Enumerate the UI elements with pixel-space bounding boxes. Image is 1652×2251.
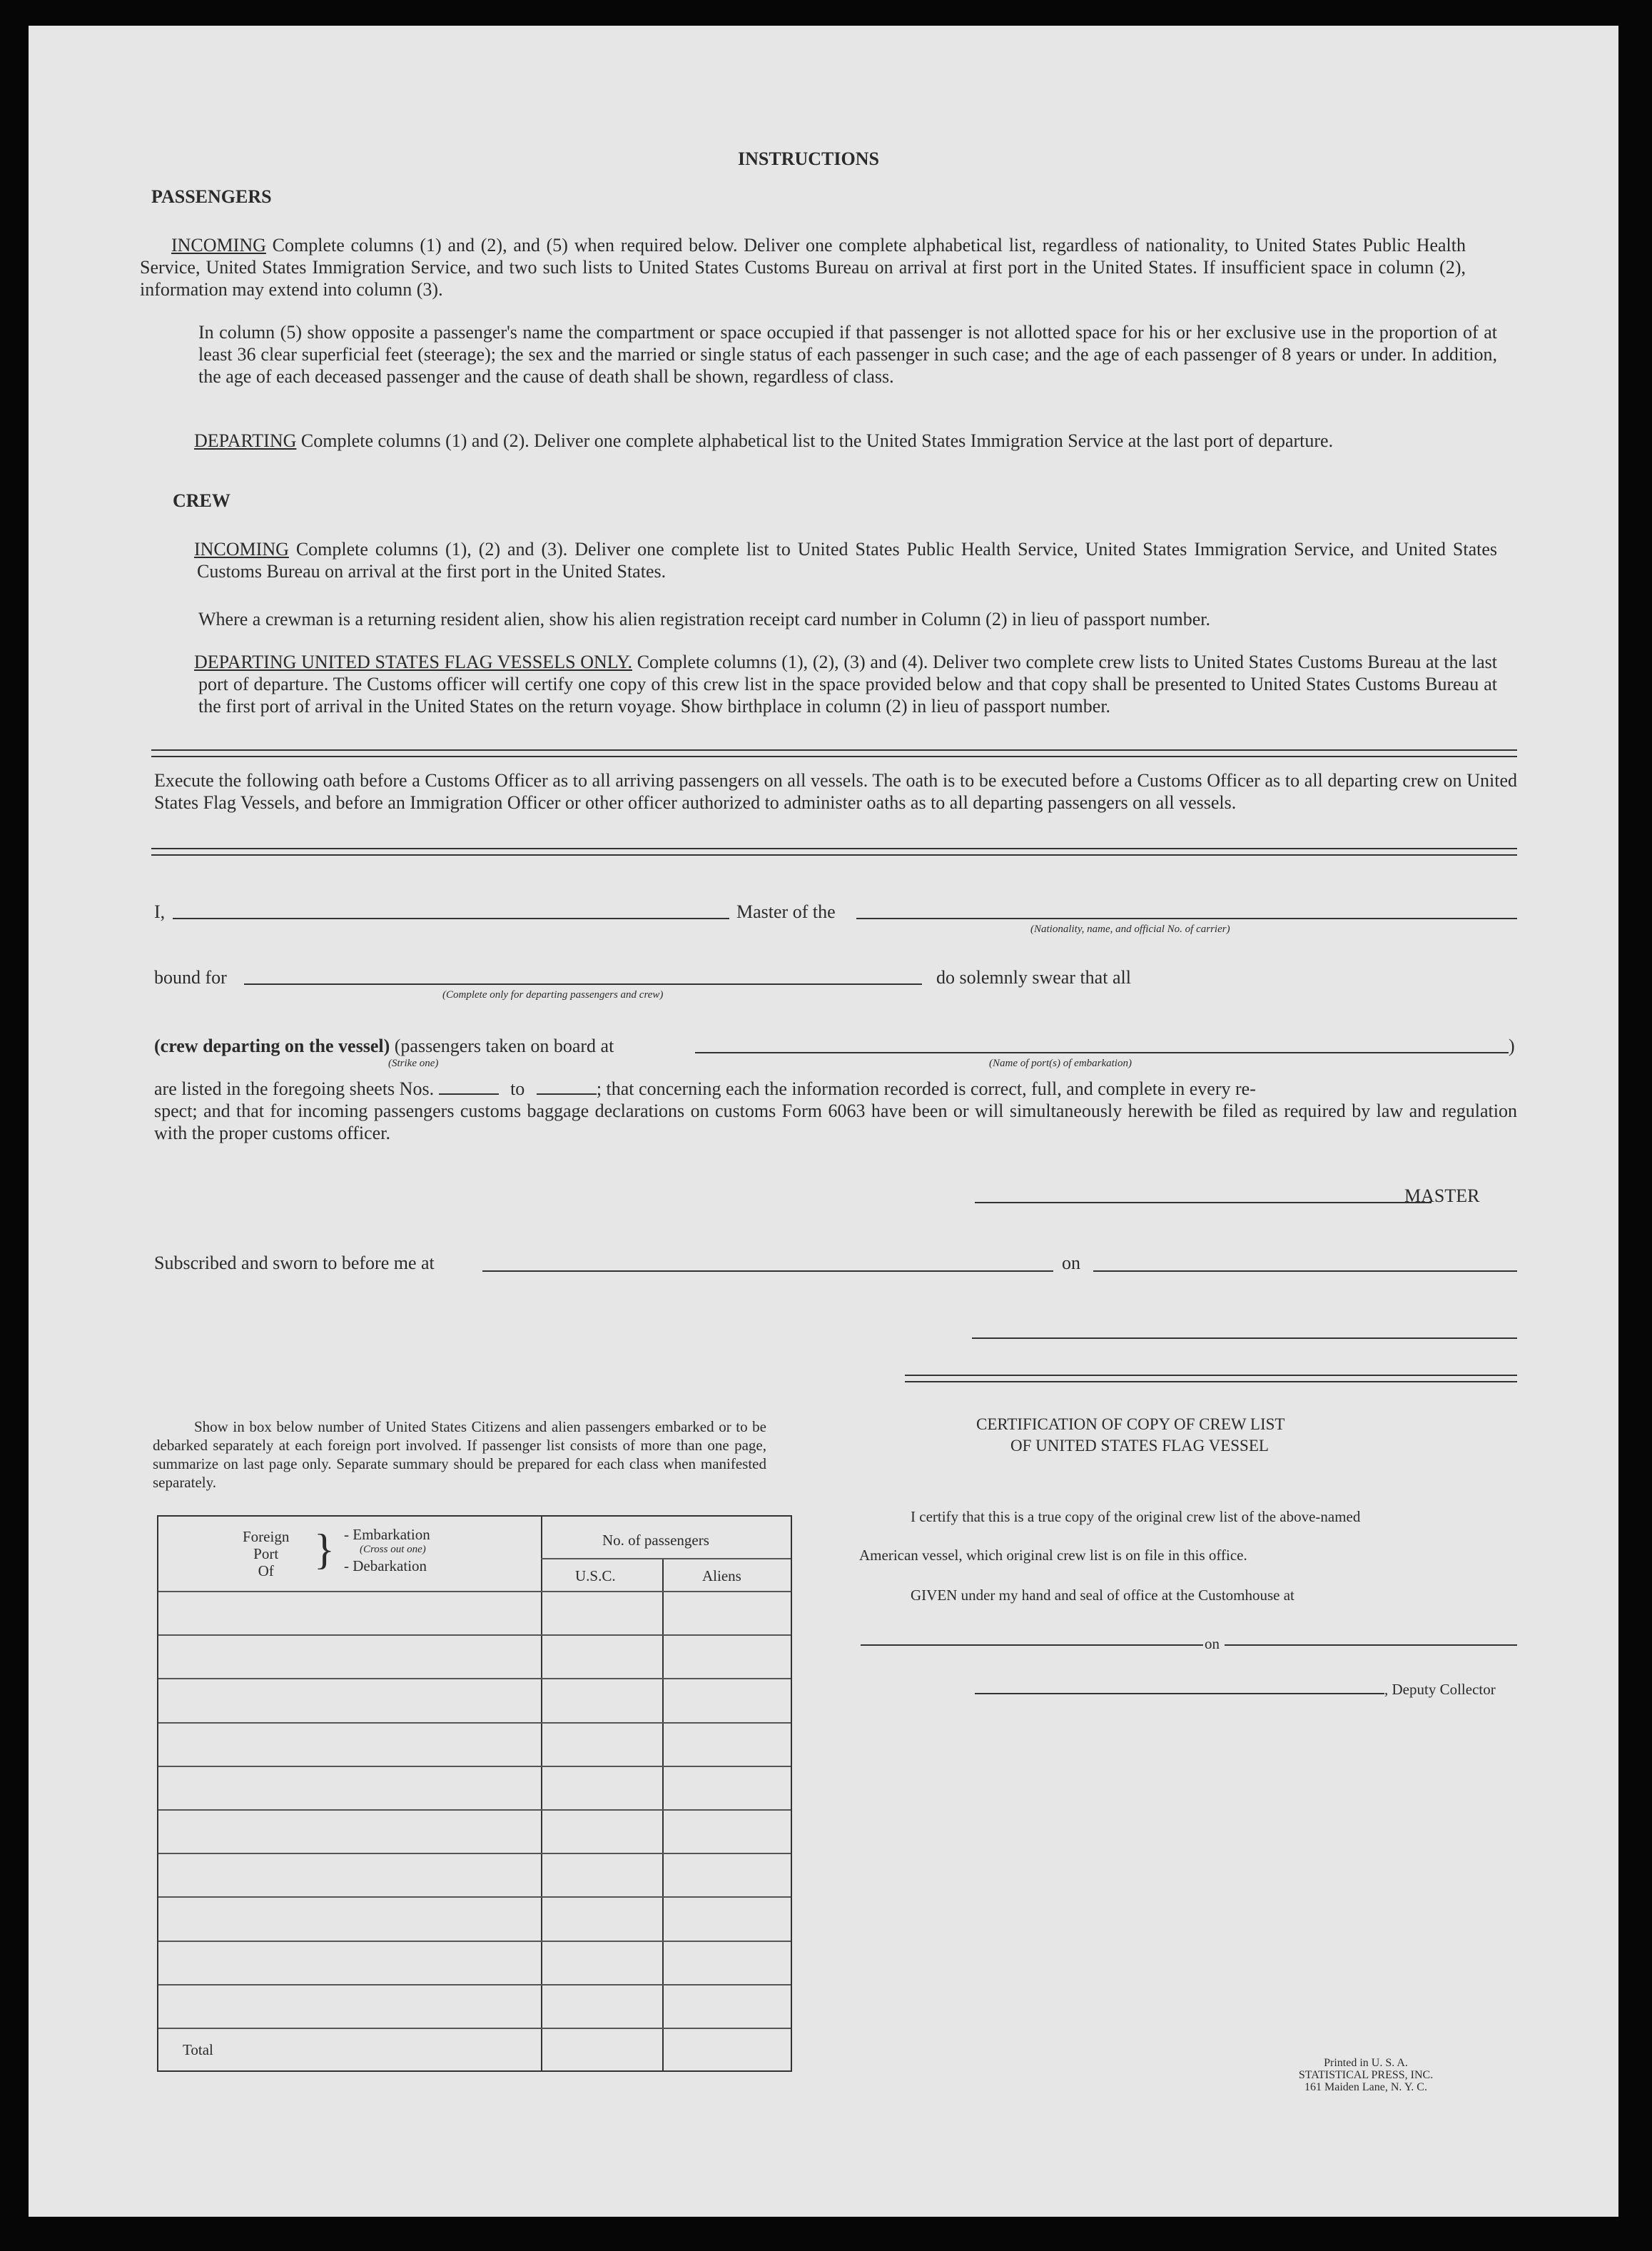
- port-label: Port: [253, 1545, 279, 1562]
- crew-incoming-text: Complete columns (1), (2) and (3). Deliver one complete list to United States Public Health Service, United States Immigration Service, and United States Customs Bureau on arrival at the first port in the United States.: [197, 539, 1497, 582]
- certification-date-field[interactable]: [1225, 1644, 1517, 1646]
- subscribed-label: Subscribed and sworn to before me at: [154, 1253, 435, 1273]
- cross-out-caption: (Cross out one): [360, 1544, 426, 1555]
- passenger-summary-table: [157, 1515, 792, 2072]
- printer-line-2: STATISTICAL PRESS, INC.: [1298, 2069, 1434, 2081]
- table-row[interactable]: [158, 1941, 791, 1942]
- certify-text: I certify that this is a true copy of the original crew list of the above-named: [911, 1508, 1361, 1525]
- certification-title-2: OF UNITED STATES FLAG VESSEL: [1010, 1437, 1269, 1455]
- oath-i-label: I,: [154, 901, 166, 922]
- subscribed-on-label: on: [1062, 1253, 1080, 1273]
- listed-text-3: spect; and that for incoming passengers customs baggage declarations on customs Form 6063 have been or will simultaneously herewith be filed as required by law and regulation with the proper customs officer.: [154, 1101, 1517, 1143]
- embarkation-caption: (Name of port(s) of embarkation): [989, 1058, 1132, 1069]
- close-paren: ): [1509, 1036, 1515, 1056]
- passengers-incoming-label: INCOMING: [171, 235, 266, 256]
- carrier-field[interactable]: [856, 918, 1517, 919]
- total-label: Total: [183, 2041, 213, 2058]
- crew-incoming-paragraph: [194, 538, 1497, 582]
- crew-incoming-label: INCOMING: [194, 539, 289, 560]
- header-divider: [158, 1591, 791, 1592]
- passengers-departing-text: Complete columns (1) and (2). Deliver one complete alphabetical list to the United States Immigration Service at the last port of departure.: [300, 430, 1334, 451]
- crew-departing-label: DEPARTING UNITED STATES FLAG VESSELS ONLY.: [194, 652, 632, 672]
- subscribed-date-field[interactable]: [1093, 1270, 1517, 1272]
- swear-text: do solemnly swear that all: [936, 967, 1131, 988]
- deputy-signature-line[interactable]: [975, 1693, 1384, 1694]
- debarkation-label: - Debarkation: [344, 1557, 427, 1574]
- sheet-to-field[interactable]: [537, 1078, 597, 1095]
- foreign-port-of-label: [243, 1528, 289, 1579]
- divider-2: [151, 848, 1517, 856]
- master-of-label: Master of the: [736, 901, 836, 922]
- certification-place-field[interactable]: [861, 1644, 1203, 1646]
- printer-line-3: 161 Maiden Lane, N. Y. C.: [1304, 2081, 1427, 2093]
- table-row[interactable]: [158, 1984, 791, 1986]
- printer-line-1: Printed in U. S. A.: [1324, 2057, 1408, 2069]
- col-divider-1: [541, 1517, 542, 2070]
- passengers-taken-text: (passengers taken on board at: [394, 1036, 614, 1056]
- page-title: INSTRUCTIONS: [738, 148, 879, 169]
- printer-imprint: [1259, 2057, 1473, 2093]
- crew-departing-text: (crew departing on the vessel): [154, 1036, 390, 1056]
- listed-text-2: ; that concerning each the information recorded is correct, full, and complete in every re-: [596, 1078, 1256, 1099]
- certification-title-1: CERTIFICATION OF COPY OF CREW LIST: [976, 1415, 1285, 1433]
- table-row[interactable]: [158, 1634, 791, 1636]
- listed-text-1: are listed in the foregoing sheets Nos.: [154, 1078, 435, 1099]
- of-label: Of: [258, 1562, 274, 1579]
- strike-one-caption: (Strike one): [388, 1058, 439, 1069]
- bound-for-caption: (Complete only for departing passengers and crew): [442, 989, 664, 1001]
- passengers-heading: PASSENGERS: [151, 186, 272, 207]
- certification-on-label: on: [1205, 1635, 1220, 1652]
- passengers-incoming-text: Complete columns (1) and (2), and (5) when required below. Deliver one complete alphabetical list, regardless of nationality, to United States Public Health Service, United States Immigration Service, and two such lists to United States Customs Bureau on arrival at first port in the United States. If insufficient space in column (2), information may extend into column (3).: [140, 235, 1466, 300]
- deputy-collector-label: , Deputy Collector: [1384, 1681, 1496, 1698]
- box-instruction: Show in box below number of United States Citizens and alien passengers embarked or to be debarked separately at each foreign port involved. If passenger list consists of more than one page, summarize on last page only. Separate summary should be prepared for each class when manifested separately.: [153, 1418, 766, 1491]
- bound-for-label: bound for: [154, 967, 227, 988]
- listed-line-1: [154, 1078, 1517, 1100]
- carrier-caption: (Nationality, name, and official No. of carrier): [1030, 924, 1230, 935]
- crew-heading: CREW: [173, 490, 230, 511]
- crew-departing-text: Complete columns (1), (2), (3) and (4). Deliver two complete crew lists to United States Customs Bureau at the last port of departure. The Customs officer will certify one copy of this crew list in the space provided below and that copy shall be presented to United States Customs Bureau at the first port of arrival in the United States on the return voyage. Show birthplace in column (2) in lieu of passport number.: [198, 652, 1498, 717]
- table-row[interactable]: [158, 1766, 791, 1767]
- officer-signature-line[interactable]: [972, 1337, 1517, 1339]
- brace-icon: }: [314, 1526, 335, 1573]
- crew-departing-paragraph: [194, 651, 1498, 717]
- table-row[interactable]: [158, 2028, 791, 2029]
- table-row[interactable]: [158, 1896, 791, 1898]
- master-signature-line[interactable]: [975, 1202, 1431, 1203]
- crew-departing-option: [154, 1035, 614, 1057]
- listed-to: to: [510, 1078, 525, 1099]
- form-sheet: [29, 26, 1618, 2217]
- embarkation-field[interactable]: [695, 1052, 1509, 1053]
- usc-header: U.S.C.: [575, 1567, 616, 1584]
- passengers-departing-paragraph: [194, 430, 1497, 452]
- given-text: GIVEN under my hand and seal of office at the Customhouse at: [911, 1587, 1294, 1604]
- oath-instruction: Execute the following oath before a Customs Officer as to all arriving passengers on all vessels. The oath is to be executed before a Customs Officer as to all departing crew on United States Flag Vessels, and before an Immigration Officer or other officer authorized to administer oaths as to all departing passengers on all vessels.: [154, 770, 1517, 813]
- master-label: MASTER: [1404, 1185, 1480, 1206]
- table-row[interactable]: [158, 1678, 791, 1679]
- subheader-divider: [541, 1558, 791, 1559]
- table-row[interactable]: [158, 1809, 791, 1811]
- passengers-incoming-paragraph: [140, 234, 1466, 300]
- divider-1: [151, 749, 1517, 757]
- foreign-label: Foreign: [243, 1528, 290, 1545]
- no-passengers-header: No. of passengers: [602, 1532, 709, 1549]
- divider-3: [905, 1375, 1517, 1382]
- table-row[interactable]: [158, 1722, 791, 1724]
- table-row[interactable]: [158, 1853, 791, 1854]
- sheet-from-field[interactable]: [439, 1078, 499, 1095]
- column5-paragraph: In column (5) show opposite a passenger's name the compartment or space occupied if that passenger is not allotted space for his or her exclusive use in the proportion of at least 36 clear superficial feet (steerage); the sex and the married or single status of each passenger in such case; and the age of each passenger of 8 years or under. In addition, the age of each deceased passenger and the cause of death shall be shown, regardless of class.: [198, 322, 1497, 387]
- bound-for-field[interactable]: [244, 983, 922, 985]
- passengers-departing-label: DEPARTING: [194, 430, 297, 451]
- embarkation-label: - Embarkation: [344, 1526, 430, 1543]
- aliens-header: Aliens: [702, 1567, 741, 1584]
- crew-resident-text: Where a crewman is a returning resident alien, show his alien registration receipt card number in Column (2) in lieu of passport number.: [198, 609, 1211, 629]
- american-vessel-text: American vessel, which original crew list is on file in this office.: [859, 1547, 1247, 1564]
- subscribed-place-field[interactable]: [482, 1270, 1053, 1272]
- master-name-field[interactable]: [173, 918, 729, 919]
